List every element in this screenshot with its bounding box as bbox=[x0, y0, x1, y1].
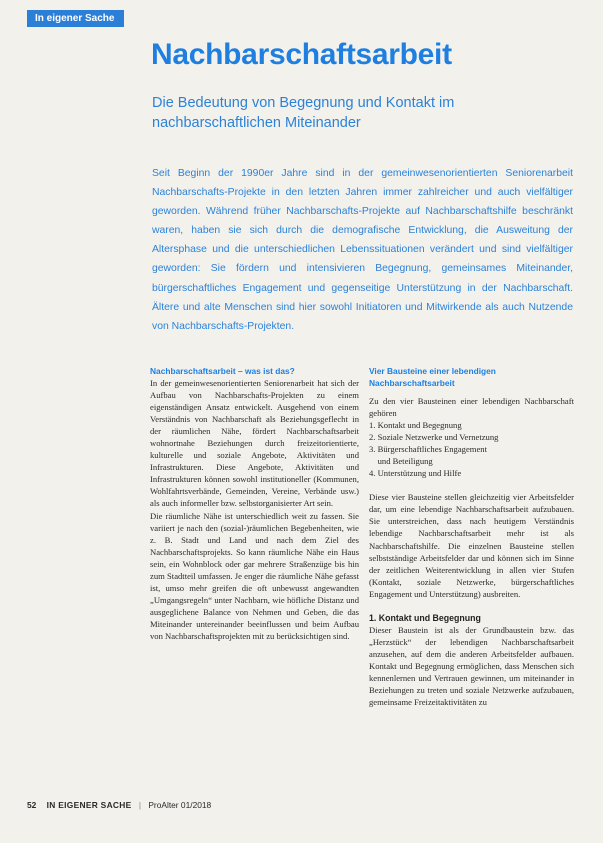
right-paragraph-2: Dieser Baustein ist als der Grundbaustein bzw. das „Herzstück“ der lebendigen Nachbarschaftsarbeit anzusehen, auf dem die anderen Arbeitsfelder aufbauen. Kontakt und Begegnung ermöglichen, dass Menschen sich kennenlernen und Vertrauen gewinnen, um miteinander in Beziehungen zu treten und soziale Netzwerke aufzubauen, gemeinsame Freizeitaktivitäten zu bbox=[369, 624, 574, 708]
article-title: Nachbarschaftsarbeit bbox=[151, 38, 452, 71]
right-intro: Zu den vier Bausteinen einer lebendigen Nachbarschaft gehören bbox=[369, 396, 574, 419]
list-item: 1. Kontakt und Begegnung bbox=[369, 420, 462, 431]
page-number: 52 bbox=[27, 800, 37, 810]
building-blocks-list bbox=[369, 419, 574, 479]
footer-section: IN EIGENER SACHE bbox=[46, 800, 132, 810]
right-column-heading: Vier Bausteine einer lebendigen Nachbarschaftsarbeit bbox=[369, 366, 496, 388]
footer-separator: | bbox=[138, 800, 142, 810]
list-item: 4. Unterstützung und Hilfe bbox=[369, 468, 462, 479]
section-tag: In eigener Sache bbox=[27, 10, 124, 27]
right-paragraph-1: Diese vier Bausteine stellen gleichzeitig vier Arbeitsfelder dar, um eine lebendige Nachbarschaftsarbeit aufzubauen. Sie unterstreichen, dass nach heutigem Verständnis lebendige Nachbarschaftsarbeit mehr ist als Nachbarschaftshilfe. Die einzelnen Bausteine stellen selbstständige Arbeitsfelder dar und können sich im Sinne der zeitlichen Weiterentwicklung in allen vier Stufen (Kontakt, soziale Netzwerke, bürgerschaftliches Engagement und Unterstützung) ausbreiten. bbox=[369, 492, 574, 599]
left-paragraph-1: In der gemeinwesenorientierten Seniorenarbeit hat sich der Aufbau von Nachbarschafts-Projekten zu einem eigenständigen Ansatz entwickelt. Ausgehend von einem Verständnis von Nachbarschaft als Beziehungsgeflecht in der räumlichen Nähe, fördert Nachbarschaftsarbeit wohnortnahe Beziehungen durch freizeitorientierte, kulturelle und soziale Angebote, Aktivitäten und Infrastrukturen. Diese Angebote, Aktivitäten und Infrastrukturen können sowohl institutioneller (Kommunen, Wohlfahrtsverbände, Gemeinden, Vereine, Verbände usw.) als auch informeller bzw. selbstorganisierter Art sein. bbox=[150, 378, 359, 509]
list-item: und Beteiligung bbox=[369, 456, 433, 467]
left-column-heading: Nachbarschaftsarbeit – was ist das? bbox=[150, 366, 295, 376]
left-column bbox=[150, 365, 359, 642]
right-column bbox=[369, 365, 574, 708]
page-footer bbox=[27, 800, 211, 810]
article-subtitle: Die Bedeutung von Begegnung und Kontakt im nachbarschaftlichen Miteinander bbox=[152, 95, 455, 131]
right-subheading: 1. Kontakt und Begegnung bbox=[369, 612, 481, 623]
footer-publication: ProAlter 01/2018 bbox=[148, 800, 212, 810]
article-intro: Seit Beginn der 1990er Jahre sind in der gemeinwesenorientierten Seniorenarbeit Nachbarschafts-Projekte in den letzten Jahren immer zahlreicher und auch vielfältiger geworden. Während früher Nachbarschafts-Projekte auf Nachbarschaftshilfe beschränkt waren, haben sie sich durch die demografische Entwicklung, die Ausweitung der Altersphase und die unterschiedlichen Lebenssituationen verändert und sind vielfältiger geworden: Sie fördern und intensivieren Begegnung, gemeinsames Miteinander, bürgerschaftliches Engagement und gegenseitige Unterstützung in der Nachbarschaft. Ältere und alte Menschen sind hier sowohl Initiatoren und Mitwirkende als auch Nutzende von Nachbarschafts-Projekten. bbox=[152, 168, 573, 332]
left-paragraph-2: Die räumliche Nähe ist unterschiedlich weit zu fassen. Sie variiert je nach den (sozial-)räumlichen Begebenheiten, wie z. B. Stadt und Land und nach dem Ziel des Nachbarschaftsprojekts. So kann räumliche Nähe ein Haus sein, ein Wohnblock oder gar mehrere Straßenzüge bis hin zum Stadtteil umfassen. Je enger die räumliche Nähe gefasst ist, umso mehr greifen die oft unbewusst angewandten „Umgangsregeln“ unter Nachbarn, wie höfliche Distanz und ausgeglichene Balance von Nehmen und Geben, die das Miteinander untereinander beeinflussen und beim Aufbau von Nachbarschaftsprojekten mit zu berücksichtigen sind. bbox=[150, 510, 359, 641]
list-item: 3. Bürgerschaftliches Engagement bbox=[369, 444, 487, 455]
list-item: 2. Soziale Netzwerke und Vernetzung bbox=[369, 432, 499, 443]
